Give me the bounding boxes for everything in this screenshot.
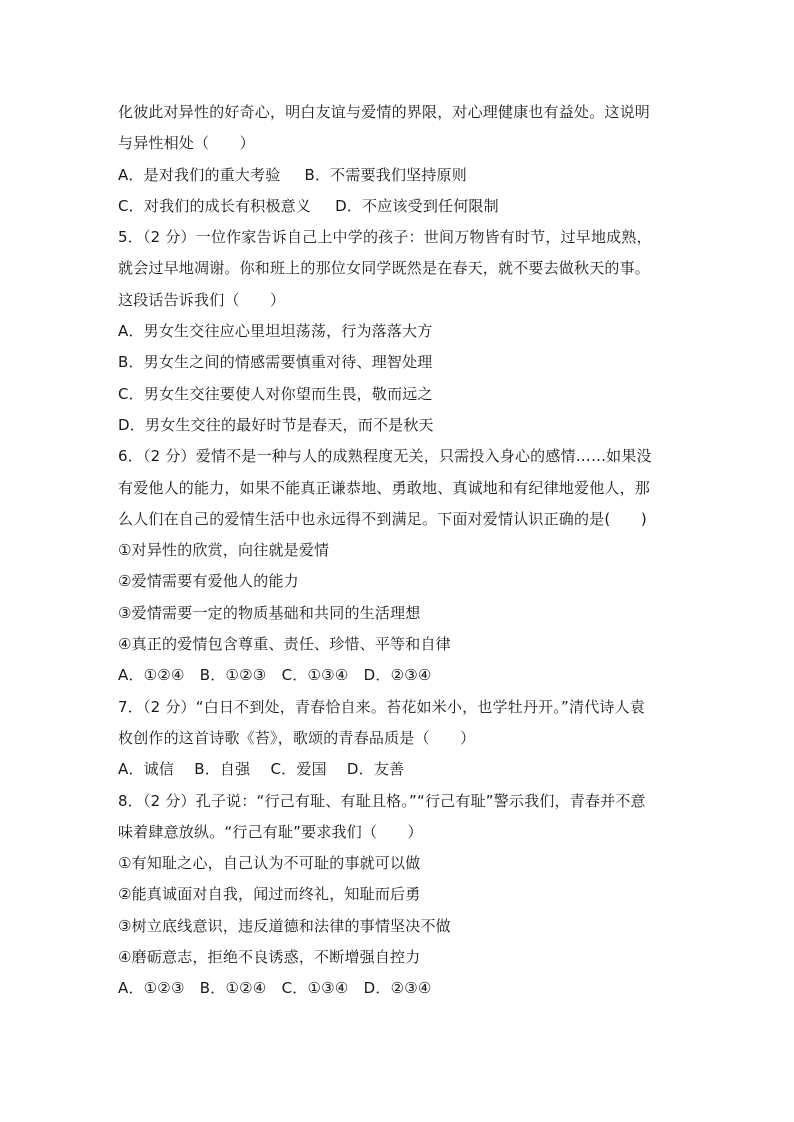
- statement-4: ④磨砺意志，拒绝不良诱惑，不断增强自控力: [118, 948, 421, 967]
- text-line: 有爱他人的能力，如果不能真正谦恭地、勇敢地、真诚地和有纪律地爱他人，那: [118, 478, 651, 497]
- option-row: A．①②③ B．①②④ C．①③④ D．②③④: [118, 979, 432, 998]
- option-row: A．诚信 B．自强 C．爱国 D．友善: [118, 760, 405, 779]
- statement-3: ③爱情需要一定的物质基础和共同的生活理想: [118, 603, 421, 622]
- question-text-block: [118, 97, 678, 1005]
- text-line: 与异性相处（ ）: [118, 134, 255, 153]
- question-5: 5．（2 分）一位作家告诉自己上中学的孩子：世间万物皆有时节，过早地成熟，: [118, 228, 652, 247]
- statement-2: ②能真诚面对自我，闻过而终礼，知耻而后勇: [118, 885, 421, 904]
- option-c: C．对我们的成长有积极意义: [118, 196, 312, 215]
- text-line: 就会过早地凋谢。你和班上的那位女同学既然是在春天，就不要去做秋天的事。: [118, 259, 651, 278]
- option-d: D．男女生交往的最好时节是春天，而不是秋天: [118, 415, 434, 434]
- statement-2: ②爱情需要有爱他人的能力: [118, 572, 299, 591]
- text-line: 枚创作的这首诗歌《苔》，歌颂的青春品质是（ ）: [118, 728, 476, 747]
- option-d: D．不应该受到任何限制: [335, 196, 499, 215]
- statement-1: ①有知耻之心，自己认为不可耻的事就可以做: [118, 854, 421, 873]
- option-row: [118, 191, 678, 222]
- option-b: B．男女生之间的情感需要慎重对待、理智处理: [118, 353, 433, 372]
- text-line: 么人们在自己的爱情生活中也永远得不到满足。下面对爱情认识正确的是( ): [118, 509, 647, 528]
- option-a: A．是对我们的重大考验: [118, 165, 281, 184]
- question-6: 6．（2 分）爱情不是一种与人的成熟程度无关，只需投入身心的感情……如果没: [118, 447, 652, 466]
- option-row: A．①②④ B．①②③ C．①③④ D．②③④: [118, 666, 432, 685]
- option-row: [118, 160, 678, 191]
- statement-4: ④真正的爱情包含尊重、责任、珍惜、平等和自律: [118, 635, 451, 654]
- statement-3: ③树立底线意识，违反道德和法律的事情坚决不做: [118, 916, 451, 935]
- statement-1: ①对异性的欣赏，向往就是爱情: [118, 541, 330, 560]
- option-a: A．男女生交往应心里坦坦荡荡，行为落落大方: [118, 322, 433, 341]
- option-c: C．男女生交往要使人对你望而生畏，敬而远之: [118, 384, 433, 403]
- text-line: 味着肆意放纵。“行己有耻”要求我们（ ）: [118, 822, 423, 841]
- text-line: 这段话告诉我们（ ）: [118, 290, 286, 309]
- option-b: B．不需要我们坚持原则: [304, 165, 467, 184]
- text-line: 化彼此对异性的好奇心，明白友谊与爱情的界限，对心理健康也有益处。这说明: [118, 103, 651, 121]
- question-8: 8．（2 分）孔子说：“行己有耻、有耻且格。”“行己有耻”警示我们，青春并不意: [118, 791, 646, 810]
- question-7: 7．（2 分）“白日不到处，青春恰自来。苔花如米小，也学牡丹开。”清代诗人袁: [118, 697, 646, 716]
